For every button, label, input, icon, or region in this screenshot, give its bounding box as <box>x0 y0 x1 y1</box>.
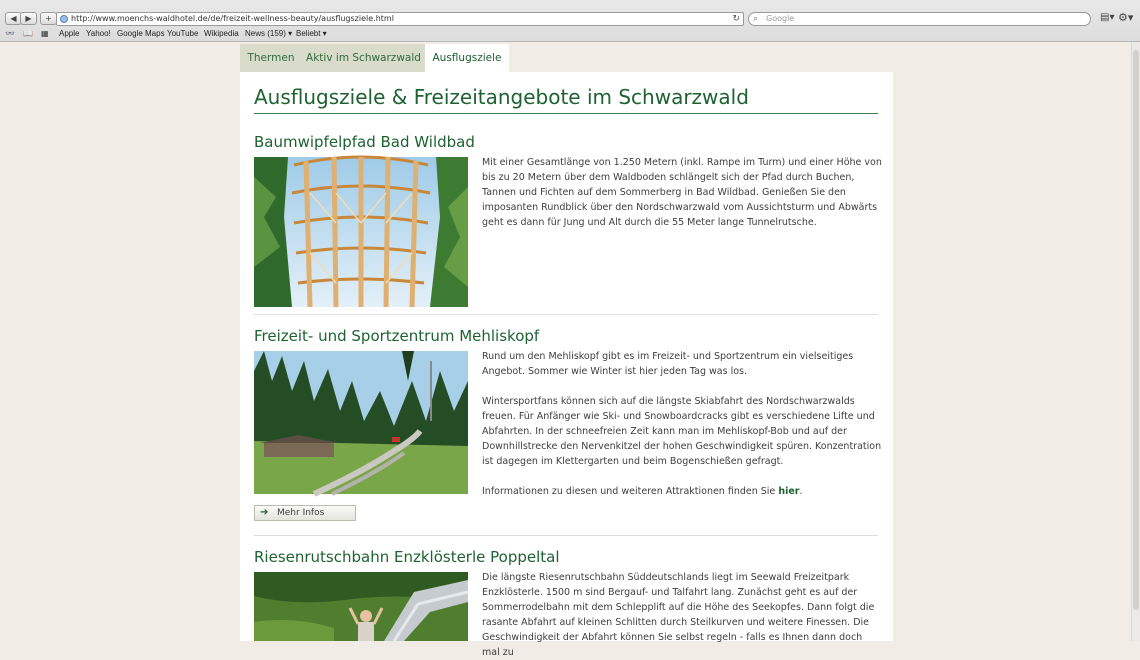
search-icon: ⌕ <box>753 14 759 24</box>
tab-thermen[interactable]: Thermen <box>240 44 302 72</box>
section-text-mehliskopf-info <box>482 484 882 499</box>
section-text-riesenrutschbahn: Die längste Riesenrutschbahn Süddeutschlands liegt im Seewald Freizeitpark Enzklösterle. 1500 m sind Bergauf- und Talfahrt lang. Zunächst geht es auf der Sommerrodelbahn mit dem Schlepplift auf die Höhe des Seekopfes. Dann folgt die rasante Abfahrt auf kleinen Schlitten durch Steilkurven und weitere Finessen. Die Geschwindigkeit der Abfahrt können Sie selbst regeln - falls es Ihnen dann doch mal zu <box>482 572 875 658</box>
section-divider <box>254 535 878 536</box>
bookmark-beliebt[interactable]: Beliebt ▾ <box>296 29 327 38</box>
bookmark-apple[interactable]: Apple <box>59 29 80 38</box>
info-text: Informationen zu diesen und weiteren Attraktionen finden Sie <box>482 486 779 497</box>
mehr-infos-button[interactable] <box>254 505 356 521</box>
tab-aktiv-im-schwarzwald[interactable]: Aktiv im Schwarzwald <box>302 44 425 72</box>
browser-toolbar <box>0 0 1140 42</box>
bookmarks-icon[interactable]: 📖 <box>23 29 33 38</box>
reading-list-icon[interactable]: 👓 <box>5 29 15 38</box>
info-suffix: . <box>799 486 803 497</box>
photo-treetop-tower <box>254 157 468 307</box>
scrollbar-thumb[interactable] <box>1133 50 1139 610</box>
section-text-mehliskopf-intro: Rund um den Mehliskopf gibt es im Freizeit- und Sportzentrum ein vielseitiges Angebot. Sommer wie Winter ist hier jeden Tag was los. <box>482 351 854 377</box>
main-content <box>240 72 893 658</box>
section-divider <box>254 314 878 315</box>
top-sites-icon[interactable]: ▦ <box>41 29 49 38</box>
section-title-mehliskopf: Freizeit- und Sportzentrum Mehliskopf <box>254 327 540 345</box>
page-title: Ausflugsziele & Freizeitangebote im Schwarzwald <box>254 85 749 109</box>
section-text-mehliskopf-winter: Wintersportfans können sich auf die längste Skiabfahrt des Nordschwarzwalds freuen. Für Anfänger wie Ski- und Snowboardcracks gibt es verschiedene Lifte und Abfahrten. In der schneefreien Zeit kann man im Mehliskopf-Bob und auf der Downhillstrecke den Nervenkitzel der hohen Geschwindigkeit spüren. Konzentration ist dagegen im Klettergarten und beim Bogenschießen gefragt. <box>482 396 882 467</box>
tab-ausflugsziele[interactable]: Ausflugsziele <box>425 44 509 72</box>
gear-icon[interactable]: ⚙▾ <box>1118 11 1134 24</box>
address-text: http://www.moenchs-waldhotel.de/de/freizeit-wellness-beauty/ausflugsziele.html <box>71 14 394 23</box>
section-title-riesenrutschbahn: Riesenrutschbahn Enzklösterle Poppeltal <box>254 548 560 566</box>
bookmark-yahoo[interactable]: Yahoo! <box>86 29 111 38</box>
bookmark-wikipedia[interactable]: Wikipedia <box>204 29 239 38</box>
info-link-hier[interactable]: hier <box>778 486 800 497</box>
bookmark-google-maps[interactable]: Google Maps <box>117 29 165 38</box>
bookmarks-bar <box>0 28 1140 41</box>
forward-button[interactable]: ▶ <box>20 12 37 25</box>
photo-riesenrutschbahn <box>254 572 468 641</box>
search-placeholder: Google <box>766 14 795 23</box>
address-bar[interactable] <box>56 12 744 26</box>
bookmark-youtube[interactable]: YouTube <box>167 29 199 38</box>
photo-mehliskopf-bobsled <box>254 351 468 494</box>
section-text-baumwipfelpfad: Mit einer Gesamtlänge von 1.250 Metern (inkl. Rampe im Turm) und einer Höhe von bis zu 20 Metern über dem Waldboden schlängelt sich der Pfad durch Buchen, Tannen und Fichten auf dem Sommerberg in Bad Wildbad. Genießen Sie den imposanten Rundblick über den Nordschwarzwald vom Aussichtsturm und Abwärts geht es dann für Jung und Alt durch die 55 Meter lange Tunnelrutsche. <box>482 157 882 228</box>
reload-icon[interactable]: ↻ <box>732 14 740 24</box>
title-divider <box>254 113 878 114</box>
vertical-scrollbar[interactable] <box>1131 42 1140 641</box>
add-bookmark-button[interactable]: + <box>40 12 57 25</box>
page-menu-icon[interactable]: ▤▾ <box>1100 12 1115 23</box>
bookmark-news[interactable]: News (159) ▾ <box>245 29 293 38</box>
section-title-baumwipfelpfad: Baumwipfelpfad Bad Wildbad <box>254 133 475 151</box>
arrow-right-icon: ➔ <box>260 507 269 518</box>
search-input[interactable] <box>748 12 1091 26</box>
back-button[interactable]: ◀ <box>5 12 22 25</box>
mehr-infos-label: Mehr Infos <box>277 508 325 518</box>
globe-icon <box>60 15 68 23</box>
